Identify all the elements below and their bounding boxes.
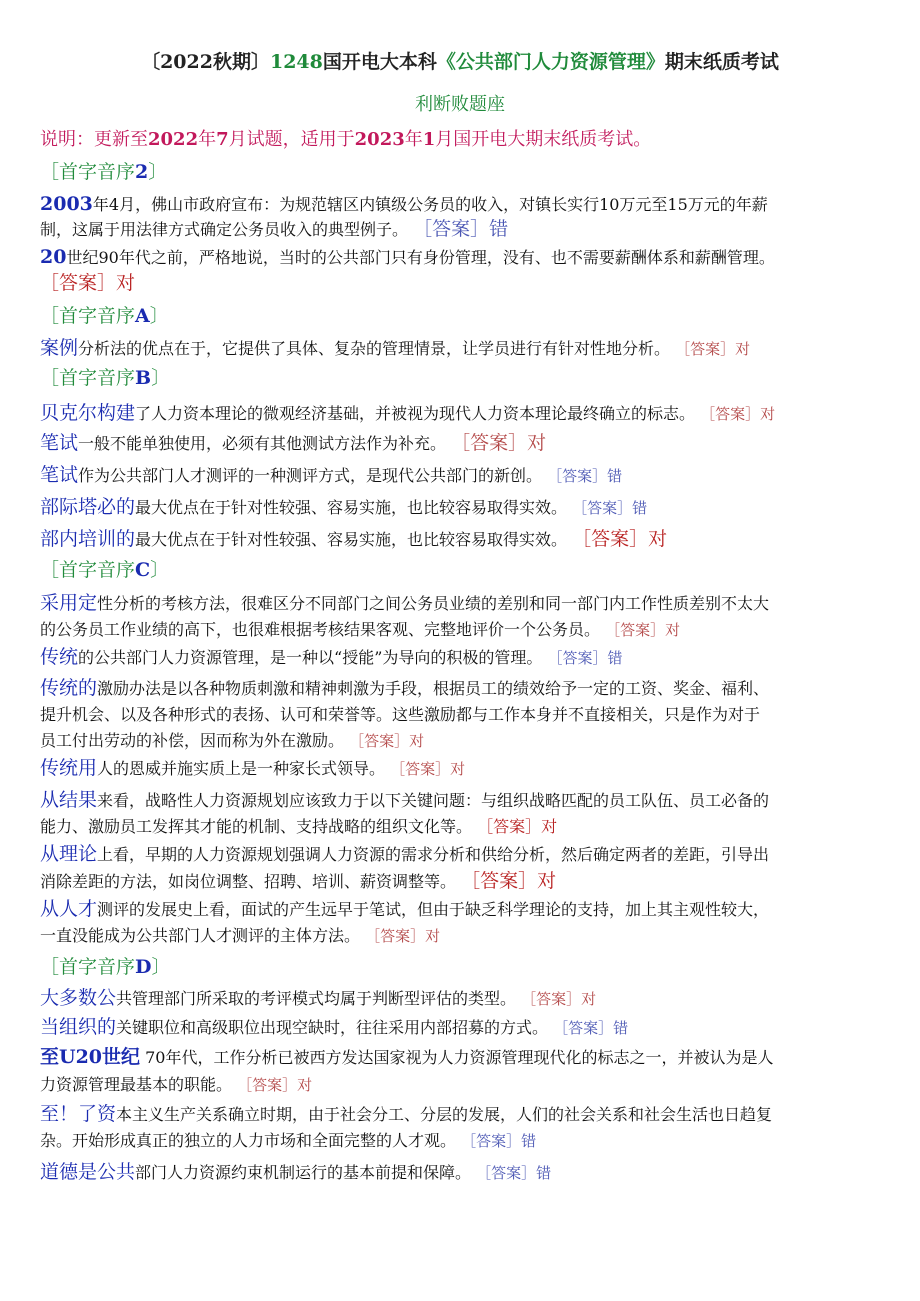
question-item (40, 1162, 551, 1183)
title-course: 《公共部门人力资源管理》 (436, 51, 665, 73)
section-label: ［首字音序 (40, 956, 136, 978)
question-item-cont (40, 926, 440, 946)
question-text: 测评的发展史上看，面试的产生远早于笔试，但由于缺乏科学理论的支持，加上其主观性较大， (97, 900, 770, 919)
answer-label: ［答案］对 (521, 990, 597, 1008)
answer-label: ［答案］对 (572, 528, 668, 550)
note-text: 说明：更新至 (40, 129, 148, 150)
answer-label: ［答案］错 (547, 467, 623, 485)
answer-label: ［答案］对 (349, 732, 425, 750)
question-lead: 采用定 (40, 592, 98, 614)
question-item-cont (40, 273, 135, 294)
section-bracket: 〕 (148, 161, 168, 183)
section-key: A (135, 305, 150, 327)
question-text: 世纪90年代之前，严格地说，当时的公共部门只有身份管理，没有、也不需要薪酬体系和薪酬管理。 (66, 248, 775, 267)
answer-label: ［答案］对 (390, 760, 466, 778)
section-bracket: 〕 (150, 559, 170, 581)
question-text: 上看，早期的人力资源规划强调人力资源的需求分析和供给分析，然后确定两者的差距，引导出 (97, 845, 770, 864)
question-item (40, 790, 769, 811)
title-code: 1248 (269, 51, 323, 73)
note-text: 月试题，适用于 (228, 129, 355, 150)
section-heading-a (40, 306, 169, 326)
title-suffix: 期末纸质考试 (664, 51, 779, 73)
question-lead: 2003 (40, 193, 93, 215)
question-text: 能力、激励员工发挥其才能的机制、支持战略的组织文化等。 (40, 817, 473, 836)
section-label: ［首字音序 (40, 559, 136, 581)
question-lead: 部际塔必的 (40, 496, 136, 518)
answer-label: ［答案］对 (605, 621, 681, 639)
section-heading-d (40, 957, 171, 977)
answer-label: ［答案］对 (365, 927, 441, 945)
question-lead: 20 (40, 246, 67, 268)
question-item (40, 988, 596, 1009)
question-lead: 从人才 (40, 898, 98, 920)
section-label: ［首字音序 (40, 367, 136, 389)
question-text: 部门人力资源约束机制运行的基本前提和保障。 (135, 1163, 472, 1182)
section-bracket: 〕 (151, 367, 171, 389)
question-item (40, 247, 775, 268)
question-item-cont (40, 620, 680, 640)
question-text: 最大优点在于针对性较强、容易实施，也比较容易取得实效。 (135, 498, 568, 517)
question-text: 了人力资本理论的微观经济基础，并被视为现代人力资本理论最终确立的标志。 (135, 404, 696, 423)
answer-label: ［答案］错 (476, 1164, 552, 1182)
question-lead: 笔试 (40, 432, 79, 454)
question-text: 杂。开始形成真正的独立的人力市场和全面完整的人才观。 (40, 1131, 457, 1150)
question-lead: 传统用 (40, 757, 98, 779)
question-item (40, 497, 647, 518)
note-month: 7 (216, 129, 229, 150)
question-item (40, 758, 465, 779)
section-bracket: 〕 (151, 956, 171, 978)
section-heading-2 (40, 162, 167, 182)
question-text: 提升机会、以及各种形式的表扬、认可和荣誉等。这些激励都与工作本身并不直接相关，只是作为对于 (40, 705, 761, 724)
question-item (40, 433, 546, 454)
question-item-cont (40, 1075, 312, 1095)
answer-label: ［答案］错 (572, 499, 648, 517)
question-item (40, 647, 623, 668)
section-bracket: 〕 (149, 305, 169, 327)
question-text: 来看，战略性人力资源规划应该致力于以下关键问题：与组织战略匹配的员工队伍、员工必备的 (97, 791, 770, 810)
answer-label: ［答案］对 (237, 1076, 313, 1094)
question-item-cont (40, 871, 556, 892)
question-text: 激励办法是以各种物质刺激和精神刺激为手段，根据员工的绩效给予一定的工资、奖金、福利、 (97, 679, 770, 698)
question-text: 人的恩威并施实质上是一种家长式领导。 (97, 759, 386, 778)
note-text: 年 (404, 129, 423, 150)
note-text: 月国开电大期末纸质考试。 (435, 129, 652, 150)
section-label: ［首字音序 (40, 305, 136, 327)
section-key: B (135, 367, 152, 389)
question-text: 70年代，工作分析已被西方发达国家视为人力资源管理现代化的标志之一，并被认为是人 (145, 1048, 774, 1067)
question-lead: 案例 (40, 337, 79, 359)
question-item (40, 593, 769, 614)
question-item (40, 529, 667, 550)
section-heading-b (40, 368, 170, 388)
section-heading-c (40, 560, 169, 580)
question-text: 本主义生产关系确立时期，由于社会分工、分层的发展，人们的社会关系和社会生活也日趋复 (116, 1105, 773, 1124)
note-month: 1 (422, 129, 436, 150)
answer-label: ［答案］对 (461, 870, 557, 892)
document-subtitle: 利断败题座 (415, 94, 505, 115)
answer-label: ［答案］错 (461, 1132, 537, 1150)
document-title (0, 52, 920, 72)
question-lead: 至U20世纪 (40, 1046, 141, 1068)
question-lead: 传统 (40, 646, 79, 668)
note-year: 2023 (354, 129, 405, 150)
question-text: 的公共部门人力资源管理，是一种以“授能”为导向的积极的管理。 (78, 648, 543, 667)
question-item (40, 1047, 773, 1068)
question-item-cont (40, 1131, 536, 1151)
question-text: 年4月，佛山市政府宣布：为规范辖区内镇级公务员的收入，对镇长实行10万元至15万元的年薪 (92, 195, 768, 214)
question-text: 的公务员工作业绩的高下，也很难根据考核结果客观、完整地评价一个公务员。 (40, 620, 601, 639)
question-text: 一般不能单独使用，必须有其他测试方法作为补充。 (78, 434, 447, 453)
question-item (40, 1104, 772, 1125)
question-text: 性分析的考核方法，很难区分不同部门之间公务员业绩的差别和同一部门内工作性质差别不太大 (97, 594, 770, 613)
answer-label: ［答案］错 (547, 649, 623, 667)
question-item (40, 403, 775, 424)
question-lead: 当组织的 (40, 1016, 117, 1038)
note-year: 2022 (148, 129, 199, 150)
question-item-cont (40, 705, 760, 725)
question-text: 关键职位和高级职位出现空缺时，往往采用内部招募的方式。 (116, 1018, 549, 1037)
question-item-cont (40, 817, 557, 837)
question-item-cont (40, 731, 424, 751)
question-text: 最大优点在于针对性较强、容易实施，也比较容易取得实效。 (135, 530, 568, 549)
answer-label: ［答案］对 (451, 432, 547, 454)
question-lead: 贝克尔构建 (40, 402, 136, 424)
question-lead: 传统的 (40, 677, 98, 699)
update-note (40, 130, 651, 150)
question-item (40, 338, 750, 359)
question-item-cont (40, 219, 508, 240)
question-text: 作为公共部门人才测评的一种测评方式，是现代公共部门的新创。 (78, 466, 543, 485)
question-item (40, 899, 769, 920)
title-term: 〔2022秋期〕 (141, 51, 270, 73)
question-item (40, 678, 769, 699)
question-text: 员工付出劳动的补偿，因而称为外在激励。 (40, 731, 345, 750)
question-lead: 道德是公共 (40, 1161, 136, 1183)
answer-label: ［答案］错 (553, 1019, 629, 1037)
question-text: 制，这属于用法律方式确定公务员收入的典型例子。 (40, 220, 409, 239)
answer-label: ［答案］对 (40, 272, 136, 294)
section-key: 2 (135, 161, 149, 183)
question-item (40, 194, 768, 215)
answer-label: ［答案］错 (413, 218, 509, 240)
question-text: 一直没能成为公共部门人才测评的主体方法。 (40, 926, 361, 945)
question-item (40, 1017, 628, 1038)
answer-label: ［答案］对 (675, 340, 751, 358)
question-text: 力资源管理最基本的职能。 (40, 1075, 233, 1094)
question-lead: 部内培训的 (40, 528, 136, 550)
title-school: 国开电大本科 (322, 51, 437, 73)
question-item (40, 465, 622, 486)
question-lead: 从结果 (40, 789, 98, 811)
question-item (40, 844, 769, 865)
question-text: 消除差距的方法，如岗位调整、招聘、培训、薪资调整等。 (40, 872, 457, 891)
section-label: ［首字音序 (40, 161, 136, 183)
note-text: 年 (198, 129, 217, 150)
section-key: D (135, 956, 152, 978)
question-lead: 至！了资 (40, 1103, 117, 1125)
answer-label: ［答案］对 (477, 817, 558, 836)
section-key: C (135, 559, 151, 581)
question-lead: 大多数公 (40, 987, 117, 1009)
question-lead: 笔试 (40, 464, 79, 486)
answer-label: ［答案］对 (700, 405, 776, 423)
question-lead: 从理论 (40, 843, 98, 865)
question-text: 分析法的优点在于，它提供了具体、复杂的管理情景，让学员进行有针对性地分析。 (78, 339, 671, 358)
question-text: 共管理部门所采取的考评模式均属于判断型评估的类型。 (116, 989, 517, 1008)
